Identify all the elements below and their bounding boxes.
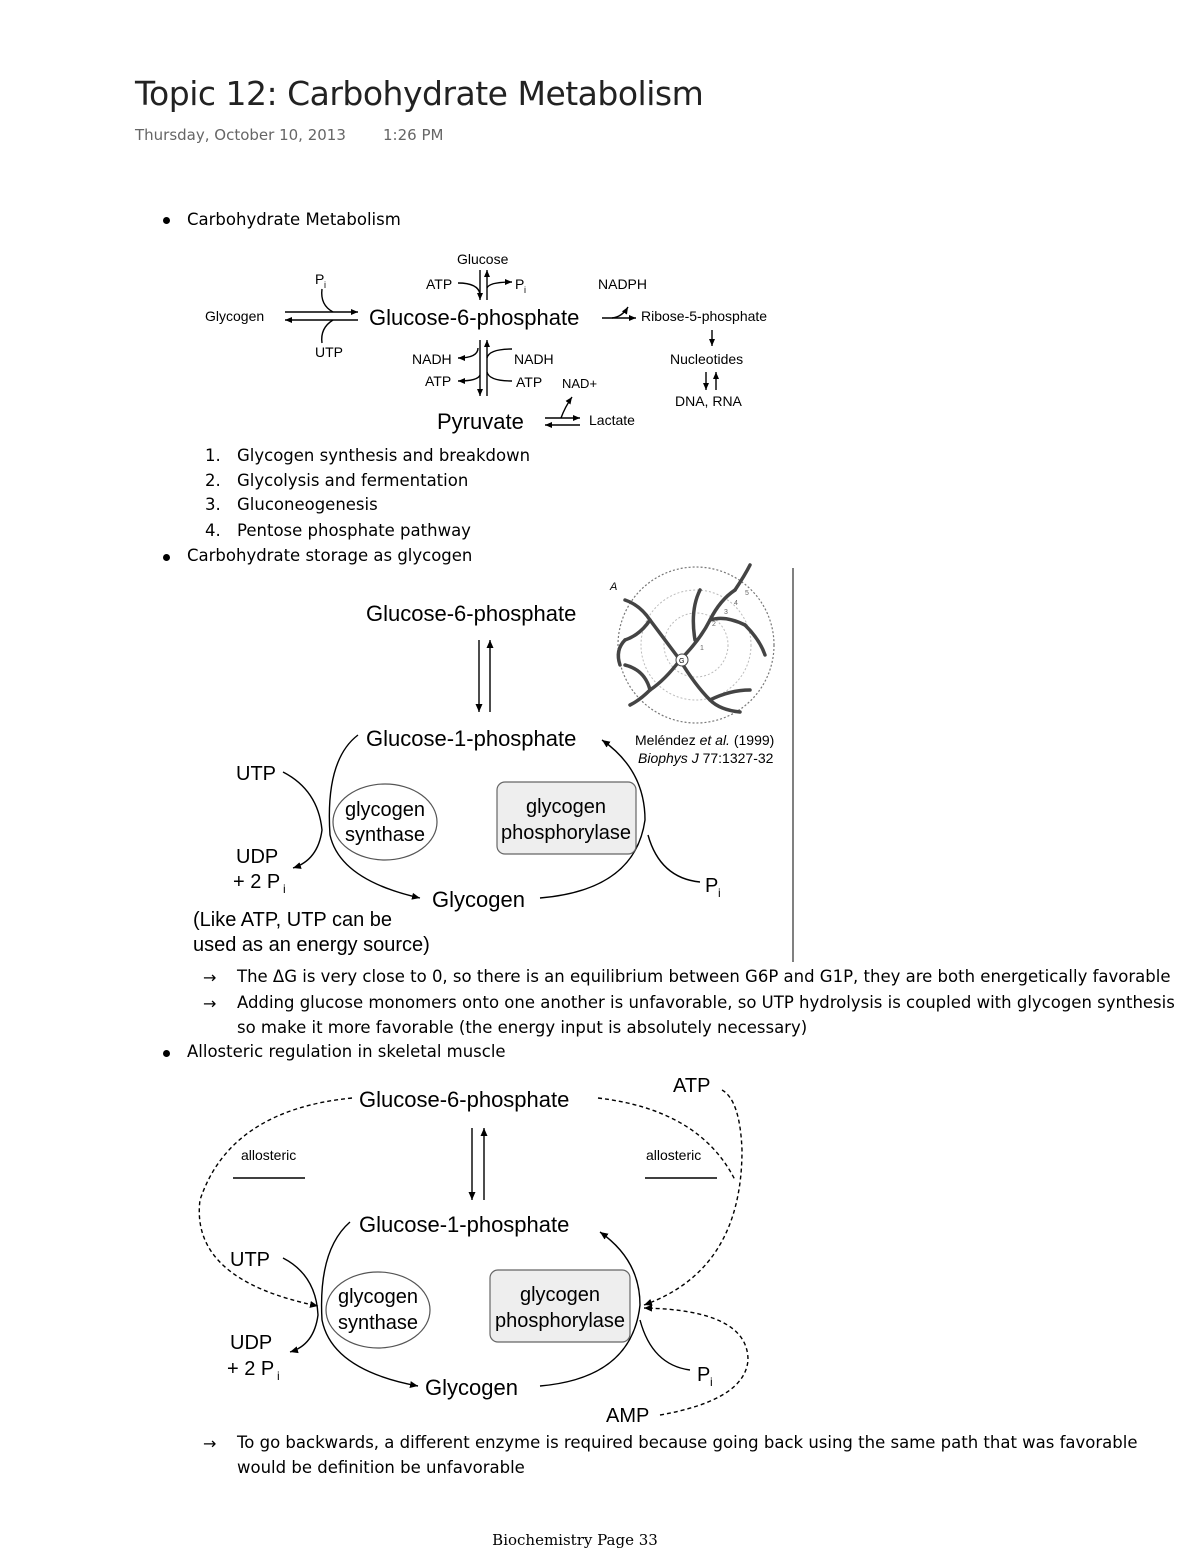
citation-line1: Meléndez et al. (1999)	[635, 732, 775, 748]
label-pi-top: P	[515, 276, 525, 292]
label-glycogen: Glycogen	[205, 308, 265, 324]
label-nucleotides: Nucleotides	[670, 351, 744, 367]
figure-label-a: A	[610, 581, 618, 593]
label-udp: UDP	[236, 846, 279, 868]
enzyme-glycogen-synthase-line2: synthase	[337, 1312, 419, 1334]
page-time: 1:26 PM	[383, 126, 444, 144]
label-ribose-5-phosphate: Ribose-5-phosphate	[641, 308, 768, 324]
enzyme-glycogen-phosphorylase-line2: phosphorylase	[500, 822, 632, 844]
label-glucose-1-phosphate: Glucose-1-phosphate	[366, 726, 577, 751]
subscript-i: i	[277, 1369, 280, 1383]
section-heading-metabolism: Carbohydrate Metabolism	[187, 210, 401, 229]
label-plus-2-pi: + 2 P	[233, 871, 281, 893]
label-nadph: NADPH	[598, 276, 648, 292]
ring-label-g: G	[679, 658, 685, 665]
label-allosteric-left: allosteric	[241, 1147, 297, 1163]
label-atp-right: ATP	[516, 374, 543, 390]
label-utp: UTP	[236, 763, 276, 785]
subscript-i: i	[324, 280, 326, 290]
label-pi: P	[697, 1364, 711, 1386]
list-item-number: 3.	[205, 495, 221, 514]
label-pyruvate: Pyruvate	[437, 409, 524, 434]
page-title: Topic 12: Carbohydrate Metabolism	[135, 74, 704, 113]
label-glucose-6-phosphate: Glucose-6-phosphate	[359, 1087, 570, 1112]
list-item-number: 2.	[205, 471, 221, 490]
label-plus-2-pi: + 2 P	[227, 1358, 275, 1380]
enzyme-glycogen-synthase-line1: glycogen	[344, 799, 426, 821]
enzyme-glycogen-synthase-line1: glycogen	[337, 1286, 419, 1308]
label-nadh-right: NADH	[514, 351, 554, 367]
note-text: Adding glucose monomers onto one another is unfavorable, so UTP hydrolysis is coupled with glycogen synthesis	[237, 993, 1175, 1012]
note-utp-line1: (Like ATP, UTP can be	[193, 909, 392, 931]
section-heading-storage: Carbohydrate storage as glycogen	[187, 546, 473, 565]
note-text: would be definition be unfavorable	[237, 1458, 525, 1477]
list-item-number: 4.	[205, 521, 221, 540]
list-item-number: 1.	[205, 446, 221, 465]
enzyme-glycogen-phosphorylase-line1: glycogen	[525, 796, 607, 818]
label-nadh-left: NADH	[412, 351, 452, 367]
enzyme-glycogen-phosphorylase-line2: phosphorylase	[494, 1310, 626, 1332]
label-glucose: Glucose	[457, 251, 509, 267]
list-item: Pentose phosphate pathway	[237, 521, 471, 540]
label-nad-plus: NAD+	[562, 376, 598, 391]
ring-label-3: 3	[724, 609, 728, 616]
label-glucose-1-phosphate: Glucose-1-phosphate	[359, 1212, 570, 1237]
ring-label-2: 2	[712, 621, 716, 628]
page-date: Thursday, October 10, 2013	[135, 126, 346, 144]
enzyme-glycogen-synthase-line2: synthase	[344, 824, 426, 846]
list-item: Glycolysis and fermentation	[237, 471, 469, 490]
subscript-i: i	[524, 285, 526, 295]
section-heading-allosteric: Allosteric regulation in skeletal muscle	[187, 1042, 506, 1061]
label-pi: P	[705, 875, 719, 897]
note-text: so make it more favorable (the energy input is absolutely necessary)	[237, 1018, 808, 1037]
label-utp: UTP	[315, 344, 343, 360]
note-utp-line2: used as an energy source)	[193, 934, 430, 956]
subscript-i: i	[710, 1375, 713, 1389]
subscript-i: i	[283, 882, 286, 896]
ring-label-4: 4	[734, 600, 738, 607]
note-text: To go backwards, a different enzyme is required because going back using the same path that was favorable	[237, 1433, 1138, 1452]
label-pi-left: P	[315, 271, 325, 287]
note-text: The ΔG is very close to 0, so there is an equilibrium between G6P and G1P, they are both energetically favorable	[237, 967, 1171, 986]
label-amp: AMP	[606, 1405, 650, 1427]
enzyme-glycogen-phosphorylase-line1: glycogen	[519, 1284, 601, 1306]
label-dna-rna: DNA, RNA	[675, 393, 742, 409]
label-utp: UTP	[230, 1249, 270, 1271]
label-glucose-6-phosphate: Glucose-6-phosphate	[369, 305, 580, 330]
list-item: Glycogen synthesis and breakdown	[237, 446, 531, 465]
page-footer: Biochemistry Page 33	[492, 1531, 658, 1549]
label-glucose-6-phosphate: Glucose-6-phosphate	[366, 601, 577, 626]
ring-label-5: 5	[745, 590, 749, 597]
label-glycogen: Glycogen	[425, 1375, 518, 1400]
list-item: Gluconeogenesis	[237, 495, 378, 514]
arrow-icon: →	[203, 994, 217, 1013]
label-glycogen: Glycogen	[432, 887, 525, 912]
arrow-icon: →	[203, 968, 217, 987]
ring-label-1: 1	[700, 645, 704, 652]
label-lactate: Lactate	[589, 412, 635, 428]
label-atp-top: ATP	[426, 276, 453, 292]
label-allosteric-right: allosteric	[646, 1147, 702, 1163]
arrow-icon: →	[203, 1434, 217, 1453]
subscript-i: i	[718, 886, 721, 900]
label-atp-left: ATP	[425, 373, 452, 389]
citation-line2: Biophys J 77:1327-32	[638, 750, 774, 766]
label-atp: ATP	[673, 1075, 711, 1097]
label-udp: UDP	[230, 1332, 273, 1354]
